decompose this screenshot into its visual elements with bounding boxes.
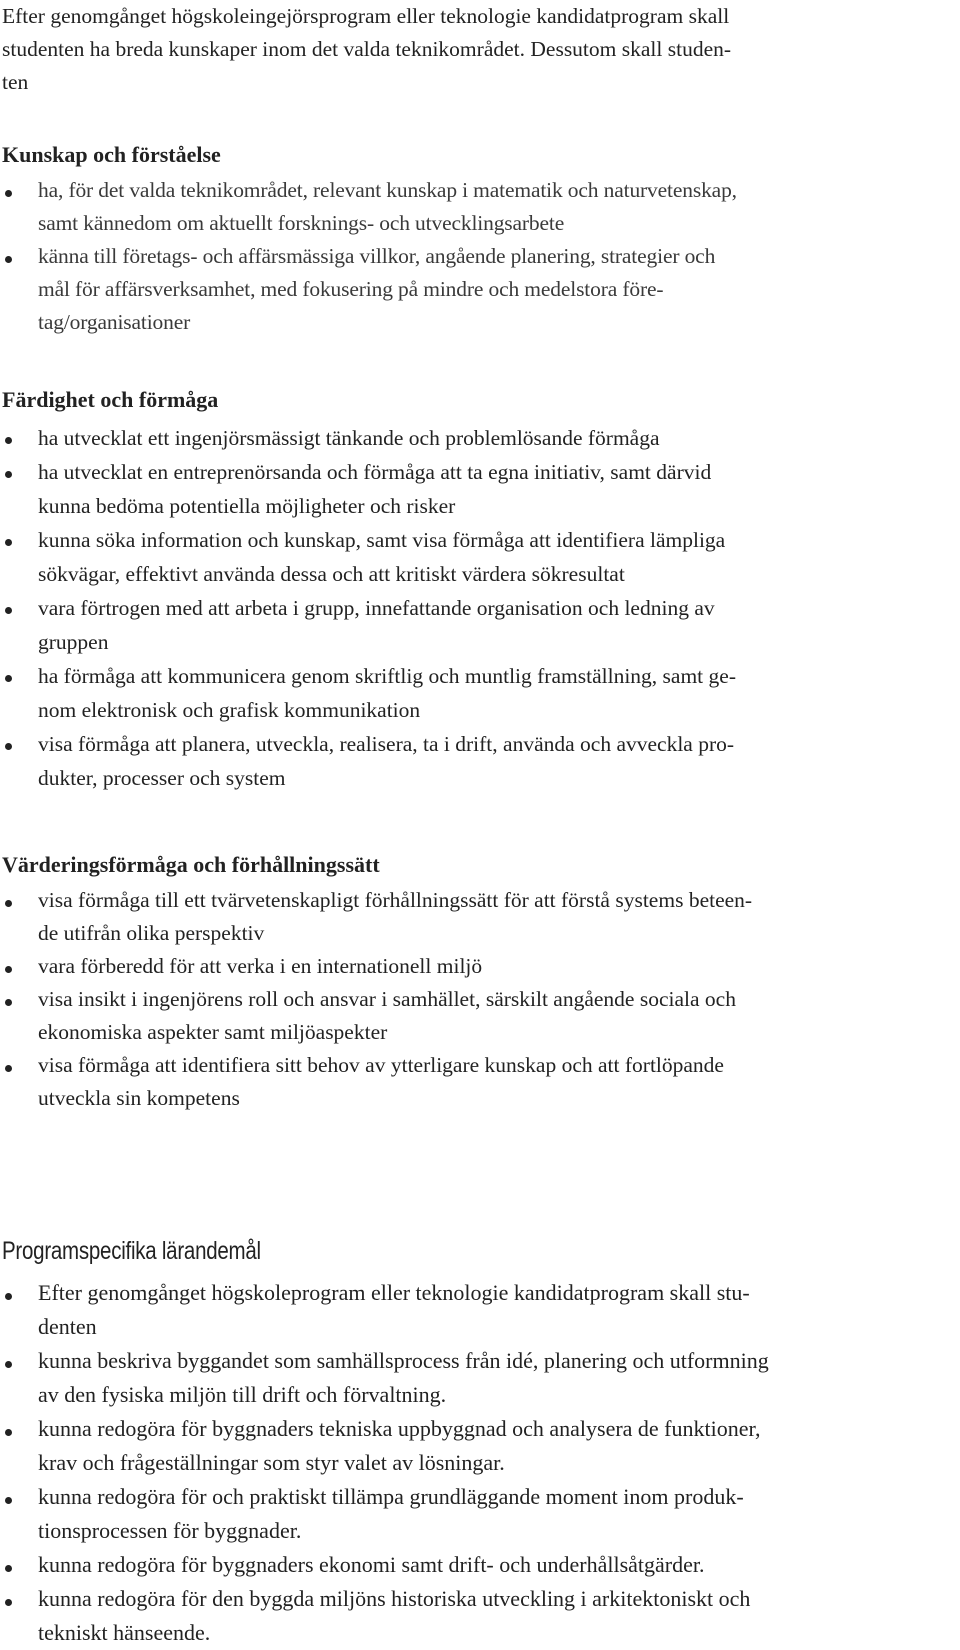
bullet-icon [5,256,12,263]
intro-line: ten [2,70,29,94]
list-item [0,1276,958,1344]
item-line: krav och frågeställningar som styr valet av lösningar. [38,1450,505,1475]
item-line: tionsprocessen för byggnader. [38,1518,302,1543]
bullet-icon [5,190,12,197]
item-line: kunna redogöra för och praktiskt tillämpa grundläggande moment inom produk- [38,1484,744,1509]
list-item [0,240,958,339]
list-item [0,523,958,591]
item-line: kunna bedöma potentiella möjligheter och risker [38,494,456,518]
item-line: vara förberedd för att verka i en internationell miljö [38,954,483,978]
item-line: tekniskt hänseende. [38,1620,211,1645]
item-line: nom elektronisk och grafisk kommunikation [38,698,421,722]
heading-kunskap-och-forstaelse: Kunskap och förståelse [2,142,221,167]
item-line: kunna söka information och kunskap, samt visa förmåga att identifiera lämpliga [38,528,726,552]
item-line: ekonomiska aspekter samt miljöaspekter [38,1020,388,1044]
item-line: känna till företags- och affärsmässiga villkor, angående planering, strategier och [38,244,716,268]
list-item [0,983,958,1049]
bullet-icon [5,743,12,750]
bullet-icon [5,607,12,614]
list-item [0,1344,958,1412]
item-line: kunna redogöra för byggnaders ekonomi samt drift- och underhållsåtgärder. [38,1552,705,1577]
bullet-icon [5,1361,12,1368]
item-line: de utifrån olika perspektiv [38,921,265,945]
item-line: visa förmåga till ett tvärvetenskapligt förhållningssätt för att förstå systems beteen- [38,888,753,912]
bullet-icon [5,539,12,546]
list-item [0,1412,958,1480]
item-line: mål för affärsverksamhet, med fokusering på mindre och medelstora före- [38,277,664,301]
bullet-icon [5,675,12,682]
item-line: tag/organisationer [38,310,191,334]
list-item [0,950,958,983]
list-item [0,659,958,727]
intro-line: studenten ha breda kunskaper inom det valda teknikområdet. Dessutom skall studen- [2,37,732,61]
list-item [0,455,958,523]
list-programspecifika [0,1276,958,1650]
item-line: kunna beskriva byggandet som samhällsprocess från idé, planering och utformning [38,1348,769,1373]
intro-paragraph [2,0,952,99]
bullet-icon [5,966,12,973]
item-line: ha utvecklat ett ingenjörsmässigt tänkande och problemlösande förmåga [38,426,660,450]
item-line: dukter, processer och system [38,766,286,790]
item-line: samt kännedom om aktuellt forsknings- och utvecklingsarbete [38,211,565,235]
bullet-icon [5,1565,12,1572]
item-line: visa insikt i ingenjörens roll och ansvar i samhället, särskilt angående sociala och [38,987,736,1011]
item-line: kunna redogöra för den byggda miljöns historiska utveckling i arkitektoniskt och [38,1586,751,1611]
list-vardering [0,884,958,1115]
item-line: utveckla sin kompetens [38,1086,240,1110]
item-line: av den fysiska miljön till drift och förvaltning. [38,1382,447,1407]
list-item [0,421,958,455]
heading-varderingsformaga: Värderingsförmåga och förhållningssätt [2,852,380,877]
bullet-icon [5,1429,12,1436]
bullet-icon [5,1497,12,1504]
list-item [0,1049,958,1115]
bullet-icon [5,900,12,907]
bullet-icon [5,1293,12,1300]
intro-line: Efter genomgånget högskoleingejörsprogram eller teknologie kandidatprogram skall [2,4,730,28]
bullet-icon [5,437,12,444]
list-item [0,1480,958,1548]
bullet-icon [5,1599,12,1606]
bullet-icon [5,1065,12,1072]
heading-programspecifika-larandemal: Programspecifika lärandemål [2,1237,261,1265]
list-fardighet [0,421,958,795]
list-item [0,1582,958,1650]
item-line: ha, för det valda teknikområdet, relevant kunskap i matematik och naturvetenskap, [38,178,737,202]
heading-fardighet-och-formaga: Färdighet och förmåga [2,387,219,412]
item-line: kunna redogöra för byggnaders tekniska uppbyggnad och analysera de funktioner, [38,1416,761,1441]
item-line: ha förmåga att kommunicera genom skriftlig och muntlig framställning, samt ge- [38,664,736,688]
list-item [0,727,958,795]
item-line: ha utvecklat en entreprenörsanda och förmåga att ta egna initiativ, samt därvid [38,460,712,484]
item-line: vara förtrogen med att arbeta i grupp, innefattande organisation och ledning av [38,596,715,620]
item-line: sökvägar, effektivt använda dessa och att kritiskt värdera sökresultat [38,562,625,586]
item-line: visa förmåga att identifiera sitt behov av ytterligare kunskap och att fortlöpande [38,1053,724,1077]
list-item [0,174,958,240]
item-line: visa förmåga att planera, utveckla, realisera, ta i drift, använda och avveckla pro- [38,732,735,756]
list-kunskap [0,174,958,339]
item-line: Efter genomgånget högskoleprogram eller teknologie kandidatprogram skall stu- [38,1280,750,1305]
list-item [0,1548,958,1582]
bullet-icon [5,999,12,1006]
list-item [0,884,958,950]
list-item [0,591,958,659]
item-line: denten [38,1314,97,1339]
item-line: gruppen [38,630,109,654]
bullet-icon [5,471,12,478]
